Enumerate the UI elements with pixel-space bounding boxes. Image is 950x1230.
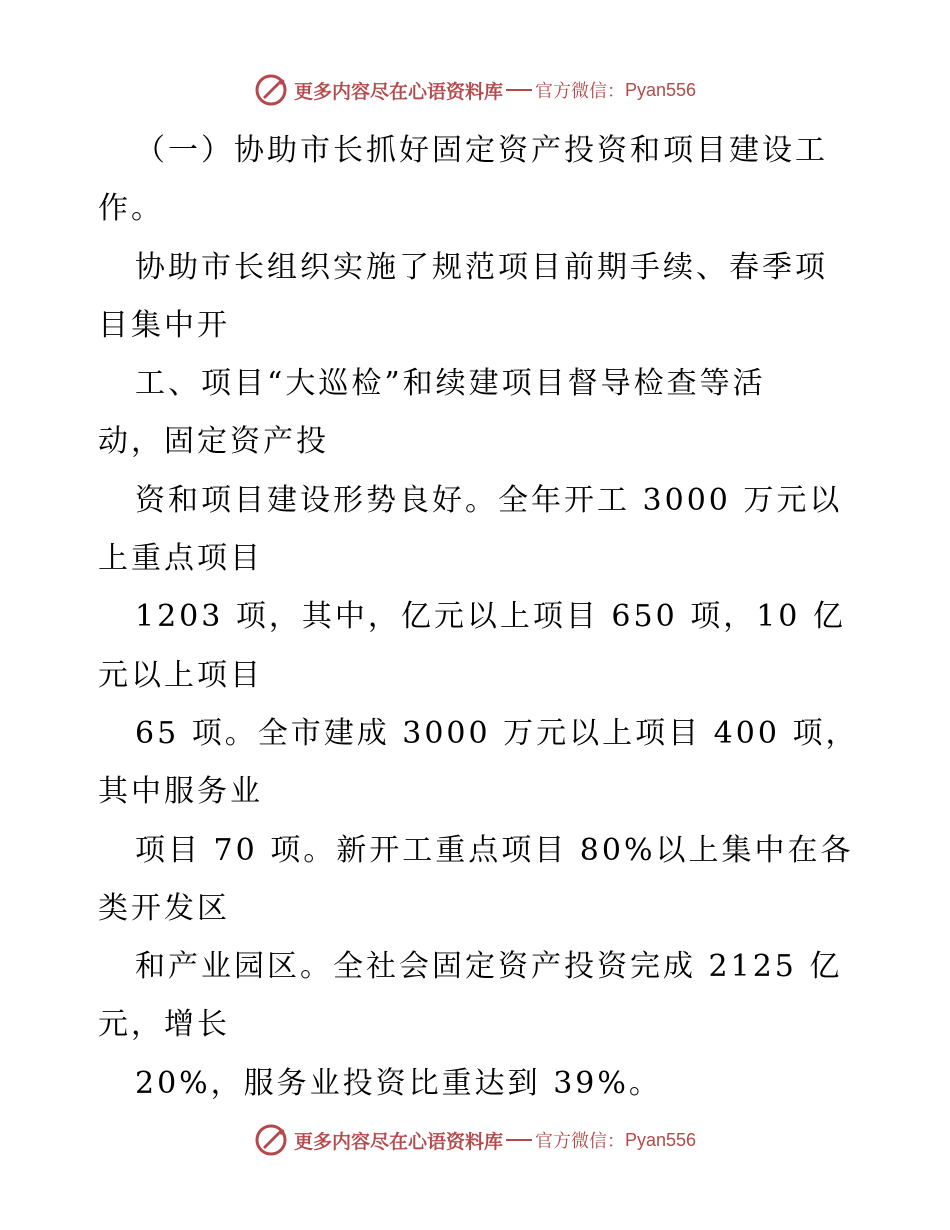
document-body [98,122,858,1113]
body-line: 元以上项目 [98,657,263,693]
body-line: 动，固定资产投 [98,424,329,460]
watermark-wechat-id: Pyan556 [624,79,697,100]
body-line: 其中服务业 [98,774,263,810]
body-line: 作。 [98,191,164,227]
body-line: 协助市长组织实施了规范项目前期手续、春季项 [135,249,828,285]
footer-watermark [0,1120,950,1160]
watermark-dash [506,1139,532,1141]
body-line: 20%，服务业投资比重达到 39%。 [135,1065,662,1101]
body-line: 资和项目建设形势良好。全年开工 3000 万元以 [135,482,843,518]
body-line: 元，增长 [98,1007,230,1043]
watermark-title: 更多内容尽在心语资料库 [293,1130,503,1153]
watermark-wechat-id: Pyan556 [624,1129,697,1150]
body-line: （一）协助市长抓好固定资产投资和项目建设工 [135,133,828,168]
body-line: 目集中开 [98,307,230,343]
body-line: 类开发区 [98,890,230,926]
header-watermark [0,70,950,110]
body-line: 上重点项目 [98,541,263,577]
quill-logo-icon [254,1123,288,1157]
body-line: 1203 项，其中，亿元以上项目 650 项，10 亿 [135,599,846,635]
body-line: 65 项。全市建成 3000 万元以上项目 400 项， [135,715,859,751]
body-line: 项目 70 项。新开工重点项目 80%以上集中在各 [135,832,854,868]
watermark-dash [506,89,532,91]
watermark-title: 更多内容尽在心语资料库 [293,80,503,103]
watermark-wechat-label: 官方微信： [534,81,625,102]
body-line: 工、项目“大巡检”和续建项目督导检查等活 [135,366,766,402]
body-line: 和产业园区。全社会固定资产投资完成 2125 亿 [135,949,843,985]
quill-logo-icon [254,73,288,107]
watermark-wechat-label: 官方微信： [534,1131,625,1152]
